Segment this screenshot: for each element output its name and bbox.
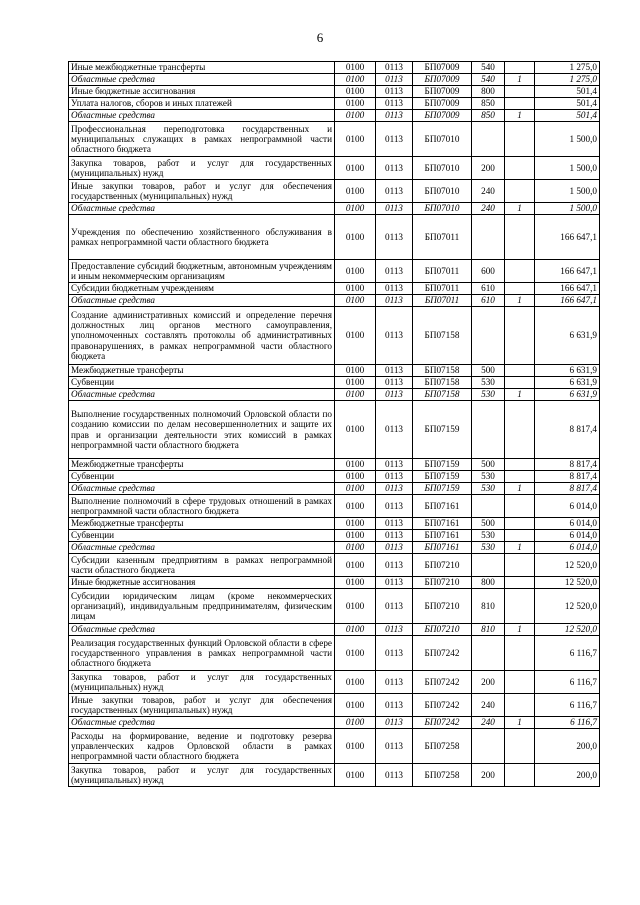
row-name-cell: Иные закупки товаров, работ и услуг для обеспечения государственных (муниципальных) нужд [69, 180, 335, 203]
row-section-cell: 0100 [335, 554, 376, 577]
row-target-article-cell: БП07158 [413, 365, 472, 377]
row-expense-type-cell: 500 [472, 365, 505, 377]
row-subsection-cell: 0113 [376, 577, 413, 589]
row-source-group-cell [505, 729, 535, 764]
row-target-article-cell: БП07010 [413, 203, 472, 215]
row-name-cell: Иные бюджетные ассигнования [69, 86, 335, 98]
row-amount-cell: 6 116,7 [535, 717, 600, 729]
row-source-group-cell [505, 62, 535, 74]
row-target-article-cell: БП07161 [413, 530, 472, 542]
row-subsection-cell: 0113 [376, 377, 413, 389]
row-subsection-cell: 0113 [376, 471, 413, 483]
row-amount-cell: 12 520,0 [535, 577, 600, 589]
row-target-article-cell: БП07161 [413, 495, 472, 518]
row-expense-type-cell: 530 [472, 542, 505, 554]
row-expense-type-cell: 240 [472, 203, 505, 215]
row-target-article-cell: БП07159 [413, 471, 472, 483]
table-row [69, 307, 600, 365]
row-expense-type-cell: 540 [472, 62, 505, 74]
row-target-article-cell: БП07242 [413, 671, 472, 694]
row-target-article-cell: БП07009 [413, 62, 472, 74]
row-source-group-cell: 1 [505, 110, 535, 122]
row-subsection-cell: 0113 [376, 180, 413, 203]
row-target-article-cell: БП07011 [413, 283, 472, 295]
row-amount-cell: 6 116,7 [535, 636, 600, 671]
row-source-group-cell [505, 694, 535, 717]
row-subsection-cell: 0113 [376, 530, 413, 542]
row-amount-cell: 200,0 [535, 764, 600, 787]
row-source-group-cell [505, 180, 535, 203]
page-number: 6 [316, 30, 324, 45]
row-subsection-cell: 0113 [376, 764, 413, 787]
table-row [69, 554, 600, 577]
row-expense-type-cell: 540 [472, 74, 505, 86]
row-name-cell: Профессиональная переподготовка государственных и муниципальных служащих в рамках непрограммной части областного бюджета [69, 122, 335, 157]
row-subsection-cell: 0113 [376, 717, 413, 729]
row-section-cell: 0100 [335, 694, 376, 717]
table-row [69, 365, 600, 377]
row-name-cell: Выполнение государственных полномочий Орловской области по созданию комиссии по делам несовершеннолетних и защите их прав и организации деятельности этих комиссий в рамках непрограммной части областного бюджета [69, 401, 335, 459]
row-name-cell: Субвенции [69, 530, 335, 542]
table-row [69, 389, 600, 401]
row-section-cell: 0100 [335, 624, 376, 636]
row-amount-cell: 6 014,0 [535, 542, 600, 554]
row-section-cell: 0100 [335, 260, 376, 283]
row-subsection-cell: 0113 [376, 86, 413, 98]
row-amount-cell: 200,0 [535, 729, 600, 764]
row-subsection-cell: 0113 [376, 157, 413, 180]
row-subsection-cell: 0113 [376, 589, 413, 624]
row-subsection-cell: 0113 [376, 295, 413, 307]
row-name-cell: Закупка товаров, работ и услуг для государственных (муниципальных) нужд [69, 764, 335, 787]
row-section-cell: 0100 [335, 577, 376, 589]
row-amount-cell: 8 817,4 [535, 471, 600, 483]
table-row [69, 295, 600, 307]
row-amount-cell: 1 275,0 [535, 74, 600, 86]
table-row [69, 377, 600, 389]
row-target-article-cell: БП07210 [413, 577, 472, 589]
row-expense-type-cell: 800 [472, 86, 505, 98]
row-name-cell: Областные средства [69, 203, 335, 215]
row-expense-type-cell: 610 [472, 283, 505, 295]
row-subsection-cell: 0113 [376, 215, 413, 260]
row-amount-cell: 501,4 [535, 110, 600, 122]
table-row [69, 122, 600, 157]
row-target-article-cell: БП07159 [413, 401, 472, 459]
row-target-article-cell: БП07258 [413, 729, 472, 764]
row-name-cell: Областные средства [69, 624, 335, 636]
row-subsection-cell: 0113 [376, 74, 413, 86]
row-name-cell: Иные закупки товаров, работ и услуг для обеспечения государственных (муниципальных) нужд [69, 694, 335, 717]
table-row [69, 729, 600, 764]
row-name-cell: Реализация государственных функций Орловской области в сфере государственного управления в рамках непрограммной части областного бюджета [69, 636, 335, 671]
table-row [69, 577, 600, 589]
row-subsection-cell: 0113 [376, 203, 413, 215]
row-section-cell: 0100 [335, 110, 376, 122]
row-expense-type-cell [472, 401, 505, 459]
row-section-cell: 0100 [335, 157, 376, 180]
row-expense-type-cell: 800 [472, 577, 505, 589]
row-target-article-cell: БП07258 [413, 764, 472, 787]
row-name-cell: Расходы на формирование, ведение и подготовку резерва управленческих кадров Орловской области в рамках непрограммной части областного бюджета [69, 729, 335, 764]
row-source-group-cell [505, 365, 535, 377]
row-target-article-cell: БП07242 [413, 694, 472, 717]
row-amount-cell: 12 520,0 [535, 624, 600, 636]
row-name-cell: Областные средства [69, 542, 335, 554]
table-row [69, 518, 600, 530]
row-subsection-cell: 0113 [376, 260, 413, 283]
row-expense-type-cell [472, 307, 505, 365]
row-section-cell: 0100 [335, 307, 376, 365]
row-subsection-cell: 0113 [376, 729, 413, 764]
row-target-article-cell: БП07159 [413, 483, 472, 495]
row-expense-type-cell: 810 [472, 589, 505, 624]
row-expense-type-cell [472, 554, 505, 577]
row-name-cell: Учреждения по обеспечению хозяйственного обслуживания в рамках непрограммной части областного бюджета [69, 215, 335, 260]
table-row [69, 215, 600, 260]
row-source-group-cell [505, 157, 535, 180]
row-name-cell: Предоставление субсидий бюджетным, автономным учреждениям и иным некоммерческим организациям [69, 260, 335, 283]
row-source-group-cell [505, 518, 535, 530]
row-amount-cell: 501,4 [535, 98, 600, 110]
row-amount-cell: 501,4 [535, 86, 600, 98]
row-name-cell: Областные средства [69, 483, 335, 495]
row-section-cell: 0100 [335, 389, 376, 401]
table-row [69, 471, 600, 483]
row-source-group-cell: 1 [505, 483, 535, 495]
row-subsection-cell: 0113 [376, 495, 413, 518]
row-subsection-cell: 0113 [376, 624, 413, 636]
row-source-group-cell [505, 764, 535, 787]
row-source-group-cell [505, 459, 535, 471]
row-source-group-cell [505, 577, 535, 589]
row-name-cell: Межбюджетные трансферты [69, 459, 335, 471]
table-row [69, 671, 600, 694]
row-expense-type-cell: 600 [472, 260, 505, 283]
row-amount-cell: 12 520,0 [535, 554, 600, 577]
row-section-cell: 0100 [335, 122, 376, 157]
row-source-group-cell [505, 283, 535, 295]
row-amount-cell: 166 647,1 [535, 295, 600, 307]
row-amount-cell: 6 631,9 [535, 307, 600, 365]
row-name-cell: Субвенции [69, 377, 335, 389]
row-source-group-cell: 1 [505, 74, 535, 86]
row-name-cell: Областные средства [69, 389, 335, 401]
row-source-group-cell: 1 [505, 389, 535, 401]
row-subsection-cell: 0113 [376, 62, 413, 74]
budget-table-body [69, 62, 600, 787]
row-source-group-cell [505, 530, 535, 542]
budget-table [68, 61, 600, 787]
row-subsection-cell: 0113 [376, 389, 413, 401]
row-source-group-cell: 1 [505, 542, 535, 554]
row-subsection-cell: 0113 [376, 518, 413, 530]
row-name-cell: Субсидии юридическим лицам (кроме некоммерческих организаций), индивидуальным предпринимателям, физическим лицам [69, 589, 335, 624]
row-source-group-cell [505, 589, 535, 624]
row-amount-cell: 8 817,4 [535, 459, 600, 471]
row-subsection-cell: 0113 [376, 307, 413, 365]
row-target-article-cell: БП07011 [413, 295, 472, 307]
table-row [69, 86, 600, 98]
row-subsection-cell: 0113 [376, 483, 413, 495]
row-source-group-cell [505, 122, 535, 157]
row-source-group-cell [505, 260, 535, 283]
row-amount-cell: 1 500,0 [535, 180, 600, 203]
row-section-cell: 0100 [335, 483, 376, 495]
row-section-cell: 0100 [335, 459, 376, 471]
row-subsection-cell: 0113 [376, 122, 413, 157]
row-amount-cell: 166 647,1 [535, 260, 600, 283]
table-row [69, 483, 600, 495]
row-source-group-cell [505, 377, 535, 389]
row-expense-type-cell: 610 [472, 295, 505, 307]
row-target-article-cell: БП07010 [413, 157, 472, 180]
row-section-cell: 0100 [335, 98, 376, 110]
row-name-cell: Создание административных комиссий и определение перечня должностных лиц органов местного самоуправления, уполномоченных составлять протоколы об административных правонарушениях, в рамках непрограммной части областного бюджета [69, 307, 335, 365]
row-target-article-cell: БП07158 [413, 389, 472, 401]
row-source-group-cell: 1 [505, 295, 535, 307]
row-expense-type-cell: 530 [472, 530, 505, 542]
row-amount-cell: 8 817,4 [535, 401, 600, 459]
row-source-group-cell [505, 554, 535, 577]
row-source-group-cell: 1 [505, 717, 535, 729]
row-amount-cell: 1 500,0 [535, 157, 600, 180]
row-amount-cell: 6 014,0 [535, 530, 600, 542]
row-name-cell: Субвенции [69, 471, 335, 483]
row-target-article-cell: БП07011 [413, 215, 472, 260]
row-section-cell: 0100 [335, 203, 376, 215]
row-amount-cell: 6 631,9 [535, 389, 600, 401]
row-target-article-cell: БП07158 [413, 307, 472, 365]
row-expense-type-cell: 850 [472, 110, 505, 122]
row-name-cell: Закупка товаров, работ и услуг для государственных (муниципальных) нужд [69, 157, 335, 180]
row-expense-type-cell: 530 [472, 377, 505, 389]
row-target-article-cell: БП07011 [413, 260, 472, 283]
row-expense-type-cell: 240 [472, 180, 505, 203]
row-target-article-cell: БП07009 [413, 110, 472, 122]
row-subsection-cell: 0113 [376, 554, 413, 577]
row-target-article-cell: БП07009 [413, 74, 472, 86]
table-row [69, 636, 600, 671]
row-name-cell: Областные средства [69, 110, 335, 122]
row-section-cell: 0100 [335, 542, 376, 554]
row-amount-cell: 6 014,0 [535, 495, 600, 518]
table-row [69, 530, 600, 542]
row-amount-cell: 166 647,1 [535, 283, 600, 295]
table-row [69, 401, 600, 459]
row-expense-type-cell: 530 [472, 483, 505, 495]
row-source-group-cell [505, 401, 535, 459]
row-target-article-cell: БП07158 [413, 377, 472, 389]
row-section-cell: 0100 [335, 86, 376, 98]
row-subsection-cell: 0113 [376, 694, 413, 717]
table-row [69, 764, 600, 787]
table-row [69, 542, 600, 554]
row-source-group-cell [505, 98, 535, 110]
row-target-article-cell: БП07010 [413, 122, 472, 157]
row-target-article-cell: БП07210 [413, 554, 472, 577]
row-section-cell: 0100 [335, 283, 376, 295]
row-name-cell: Областные средства [69, 295, 335, 307]
row-amount-cell: 8 817,4 [535, 483, 600, 495]
row-amount-cell: 1 500,0 [535, 203, 600, 215]
row-section-cell: 0100 [335, 215, 376, 260]
table-row [69, 157, 600, 180]
row-source-group-cell [505, 215, 535, 260]
row-source-group-cell [505, 307, 535, 365]
table-row [69, 98, 600, 110]
row-section-cell: 0100 [335, 717, 376, 729]
row-source-group-cell: 1 [505, 624, 535, 636]
row-name-cell: Уплата налогов, сборов и иных платежей [69, 98, 335, 110]
table-row [69, 283, 600, 295]
row-expense-type-cell: 200 [472, 764, 505, 787]
table-row [69, 62, 600, 74]
table-row [69, 459, 600, 471]
row-expense-type-cell: 200 [472, 157, 505, 180]
row-section-cell: 0100 [335, 377, 376, 389]
row-amount-cell: 6 014,0 [535, 518, 600, 530]
table-row [69, 110, 600, 122]
row-name-cell: Иные межбюджетные трансферты [69, 62, 335, 74]
row-subsection-cell: 0113 [376, 671, 413, 694]
row-target-article-cell: БП07009 [413, 86, 472, 98]
row-target-article-cell: БП07210 [413, 589, 472, 624]
row-section-cell: 0100 [335, 729, 376, 764]
row-subsection-cell: 0113 [376, 283, 413, 295]
row-amount-cell: 6 116,7 [535, 694, 600, 717]
row-expense-type-cell: 500 [472, 459, 505, 471]
row-section-cell: 0100 [335, 518, 376, 530]
table-row [69, 180, 600, 203]
row-expense-type-cell: 810 [472, 624, 505, 636]
table-row [69, 694, 600, 717]
row-name-cell: Иные бюджетные ассигнования [69, 577, 335, 589]
row-name-cell: Межбюджетные трансферты [69, 518, 335, 530]
table-row [69, 589, 600, 624]
row-section-cell: 0100 [335, 671, 376, 694]
row-expense-type-cell [472, 122, 505, 157]
row-amount-cell: 6 116,7 [535, 671, 600, 694]
row-expense-type-cell [472, 729, 505, 764]
row-expense-type-cell: 530 [472, 471, 505, 483]
table-row [69, 495, 600, 518]
row-target-article-cell: БП07161 [413, 542, 472, 554]
row-subsection-cell: 0113 [376, 459, 413, 471]
row-subsection-cell: 0113 [376, 98, 413, 110]
table-row [69, 624, 600, 636]
row-source-group-cell: 1 [505, 203, 535, 215]
row-amount-cell: 6 631,9 [535, 377, 600, 389]
row-section-cell: 0100 [335, 589, 376, 624]
row-target-article-cell: БП07009 [413, 98, 472, 110]
row-section-cell: 0100 [335, 295, 376, 307]
row-subsection-cell: 0113 [376, 636, 413, 671]
row-source-group-cell [505, 471, 535, 483]
row-expense-type-cell: 200 [472, 671, 505, 694]
row-section-cell: 0100 [335, 530, 376, 542]
row-section-cell: 0100 [335, 74, 376, 86]
row-subsection-cell: 0113 [376, 365, 413, 377]
row-section-cell: 0100 [335, 471, 376, 483]
table-row [69, 74, 600, 86]
row-amount-cell: 12 520,0 [535, 589, 600, 624]
row-target-article-cell: БП07210 [413, 624, 472, 636]
table-row [69, 203, 600, 215]
row-section-cell: 0100 [335, 764, 376, 787]
table-row [69, 260, 600, 283]
row-name-cell: Субсидии казенным предприятиям в рамках непрограммной части областного бюджета [69, 554, 335, 577]
row-target-article-cell: БП07010 [413, 180, 472, 203]
row-target-article-cell: БП07159 [413, 459, 472, 471]
row-expense-type-cell: 850 [472, 98, 505, 110]
row-expense-type-cell: 530 [472, 389, 505, 401]
row-source-group-cell [505, 86, 535, 98]
row-target-article-cell: БП07242 [413, 636, 472, 671]
row-target-article-cell: БП07242 [413, 717, 472, 729]
row-expense-type-cell [472, 495, 505, 518]
row-name-cell: Закупка товаров, работ и услуг для государственных (муниципальных) нужд [69, 671, 335, 694]
row-name-cell: Областные средства [69, 717, 335, 729]
row-amount-cell: 6 631,9 [535, 365, 600, 377]
row-name-cell: Выполнение полномочий в сфере трудовых отношений в рамках непрограммной части областного бюджета [69, 495, 335, 518]
row-source-group-cell [505, 671, 535, 694]
row-subsection-cell: 0113 [376, 542, 413, 554]
row-section-cell: 0100 [335, 401, 376, 459]
row-section-cell: 0100 [335, 495, 376, 518]
row-section-cell: 0100 [335, 636, 376, 671]
row-amount-cell: 1 500,0 [535, 122, 600, 157]
row-amount-cell: 1 275,0 [535, 62, 600, 74]
row-source-group-cell [505, 495, 535, 518]
row-name-cell: Межбюджетные трансферты [69, 365, 335, 377]
row-section-cell: 0100 [335, 180, 376, 203]
row-expense-type-cell [472, 215, 505, 260]
row-expense-type-cell: 500 [472, 518, 505, 530]
row-expense-type-cell [472, 636, 505, 671]
row-target-article-cell: БП07161 [413, 518, 472, 530]
table-row [69, 717, 600, 729]
row-amount-cell: 166 647,1 [535, 215, 600, 260]
row-source-group-cell [505, 636, 535, 671]
row-expense-type-cell: 240 [472, 717, 505, 729]
row-name-cell: Областные средства [69, 74, 335, 86]
row-subsection-cell: 0113 [376, 401, 413, 459]
row-section-cell: 0100 [335, 62, 376, 74]
row-section-cell: 0100 [335, 365, 376, 377]
row-subsection-cell: 0113 [376, 110, 413, 122]
row-expense-type-cell: 240 [472, 694, 505, 717]
row-name-cell: Субсидии бюджетным учреждениям [69, 283, 335, 295]
